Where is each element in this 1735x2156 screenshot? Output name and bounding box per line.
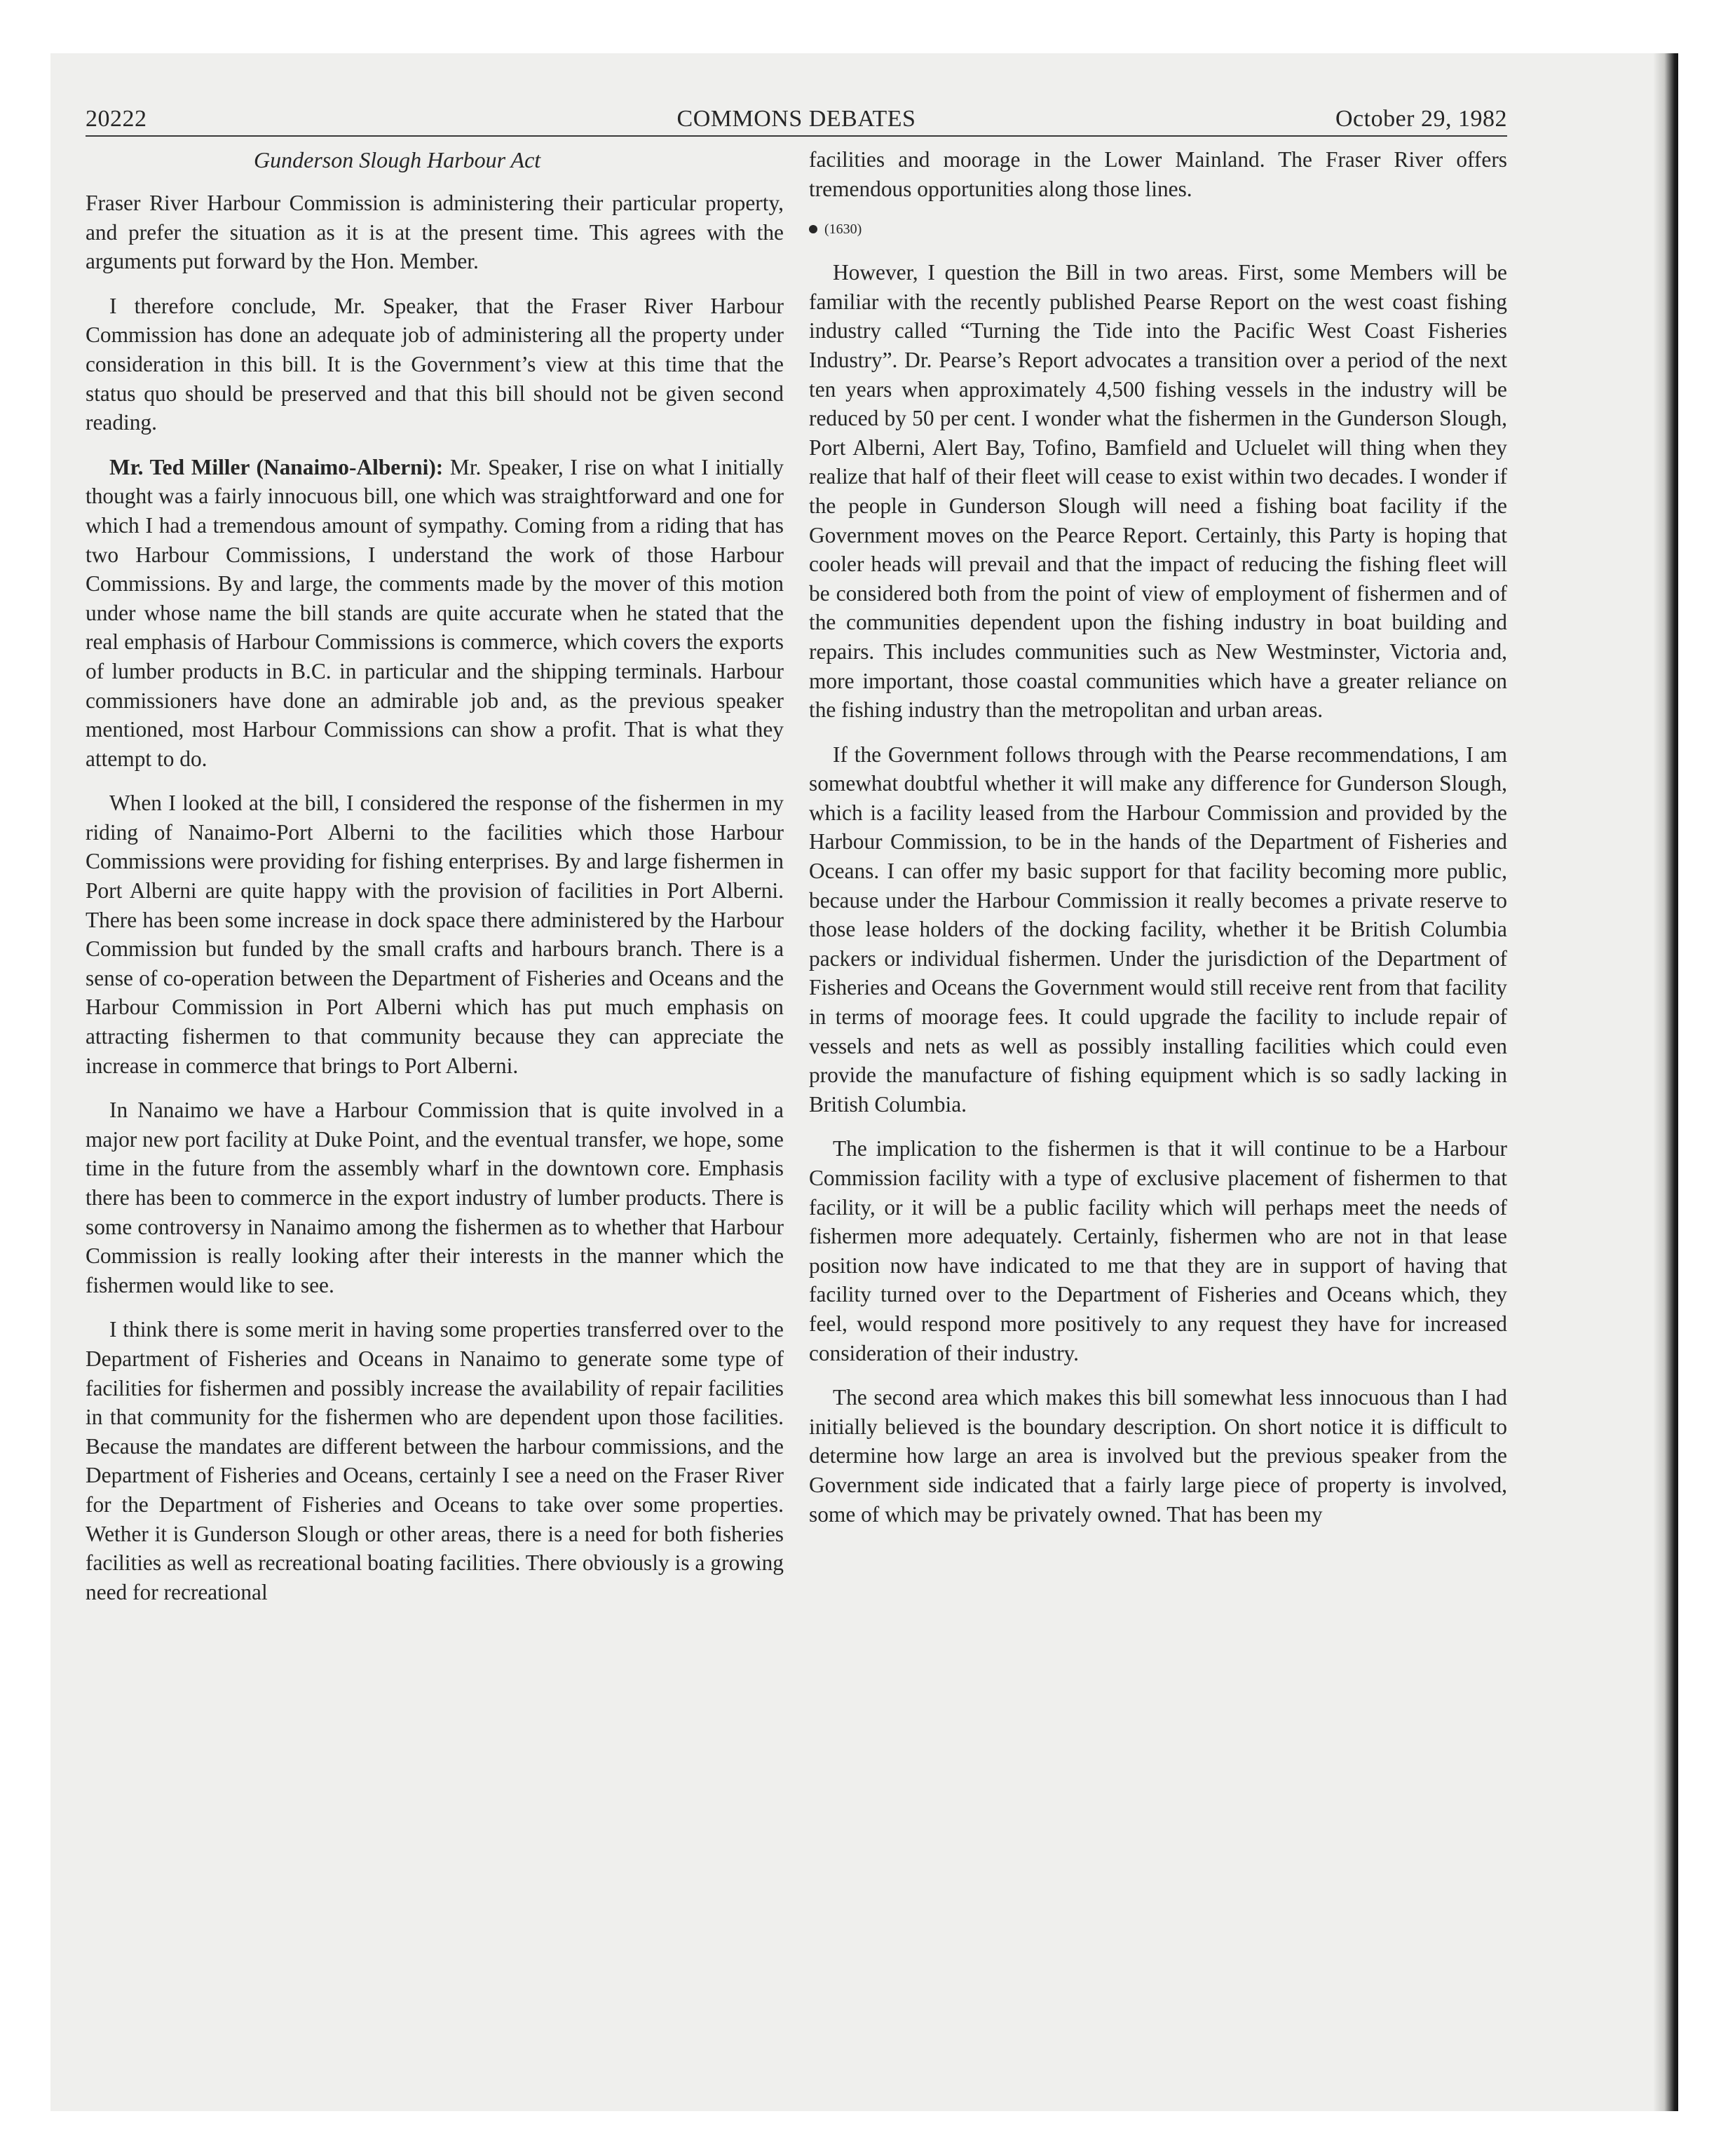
page-number: 20222 (86, 106, 147, 132)
paragraph-speech (86, 453, 784, 774)
paragraph: facilities and moorage in the Lower Mainland. The Fraser River offers tremendous opportunities along those lines. (809, 147, 1507, 201)
paragraph: The second area which makes this bill somewhat less innocuous than I had initially believed is the boundary description. On short notice it is difficult to determine how large an area is involved but the previous speaker from the Government side indicated that a fairly large piece of property is involved, some of which may be privately owned. That has been my (809, 1385, 1507, 1527)
running-header (86, 100, 1507, 137)
paragraph: When I looked at the bill, I considered the response of the fishermen in my riding of Nanaimo-Port Alberni to the facilities which those Harbour Commissions were providing for fishing enterprises. By and large fishermen in Port Alberni are quite happy with the provision of facilities in Port Alberni. There has been some increase in dock space there administered by the Harbour Commission but funded by the small crafts and harbours branch. There is a sense of co-operation between the Department of Fisheries and Oceans and the Harbour Commission in Port Alberni which has put much emphasis on attracting fishermen to that community because they can appreciate the increase in commerce that brings to Port Alberni. (86, 791, 784, 1078)
paragraph: I think there is some merit in having some properties transferred over to the Department of Fisheries and Oceans in Nanaimo to generate some type of facilities for fishermen and possibly increase the availability of repair facilities in that community for the fishermen who are dependent upon those facilities. Because the mandates are different between the harbour commissions, and the Department of Fisheries and Oceans, certainly I see a need on the Fraser River for the Department of Fisheries and Oceans to take over some properties. Wether it is Gunderson Slough or other areas, there is a need for both fisheries facilities as well as recreational boating facilities. There obviously is a growing need for recreational (86, 1317, 784, 1604)
page-edge-shadow (1653, 53, 1678, 2111)
section-title: Gunderson Slough Harbour Act (254, 147, 541, 172)
paragraph: Fraser River Harbour Commission is administering their particular property, and prefer the situation as it is at the present time. This agrees with the arguments put forward by the Hon. Member. (86, 191, 784, 274)
left-column (86, 145, 784, 1622)
time-marker-text: (1630) (824, 221, 862, 238)
paragraph: I therefore conclude, Mr. Speaker, that the Fraser River Harbour Commission has done an adequate job of administering all the property under consideration in this bill. It is the Government’s view at this time that the status quo should be preserved and that this bill should not be given second reading. (86, 293, 784, 435)
time-marker (809, 219, 1507, 240)
speaker-name: Mr. Ted Miller (Nanaimo-Alberni): (109, 454, 444, 479)
speech-text: Mr. Speaker, I rise on what I initially thought was a fairly innocuous bill, one which was straightforward and one for which I had a tremendous amount of sympathy. Coming from a riding that has two Harbour Commissions, I understand the work of those Harbour Commissions. By and large, the comments made by the mover of this motion under whose name the bill stands are quite accurate when he stated that the real emphasis of Harbour Commissions is commerce, which covers the exports of lumber products in B.C. in particular and the shipping terminals. Harbour commissioners have done an admirable job and, as the previous speaker mentioned, most Harbour Commissions can show a profit. That is what they attempt to do. (86, 454, 784, 771)
right-column (809, 145, 1507, 1544)
paragraph: In Nanaimo we have a Harbour Commission that is quite involved in a major new port facility at Duke Point, and the eventual transfer, we hope, some time in the future from the assembly wharf in the downtown core. Emphasis there has been to commerce in the export industry of lumber products. There is some controversy in Nanaimo among the fishermen as to whether that Harbour Commission is really looking after their interests in the manner which the fishermen would like to see. (86, 1098, 784, 1297)
document-page (86, 100, 1507, 1604)
publication-title: COMMONS DEBATES (676, 106, 916, 132)
bullet-icon (809, 225, 817, 233)
publication-date: October 29, 1982 (1335, 106, 1507, 132)
paragraph: However, I question the Bill in two areas. First, some Members will be familiar with the recently published Pearse Report on the west coast fishing industry called “Turning the Tide into the Pacific West Coast Fisheries Industry”. Dr. Pearse’s Report advocates a transition over a period of the next ten years when approximately 4,500 fishing vessels in the industry will be reduced by 50 per cent. I wonder what the fishermen in the Gunderson Slough, Port Alberni, Alert Bay, Tofino, Bamfield and Ucluelet will thing when they realize that half of their fleet will cease to exist within two decades. I wonder if the people in Gunderson Slough will need a fishing boat facility if the Government moves on the Pearce Report. Certainly, this Party is hoping that cooler heads will prevail and that the impact of reducing the fishing fleet will be considered both from the point of view of employment of fishermen and of the communities dependent upon the fishing industry in boat building and repairs. This includes communities such as New Westminster, Victoria and, more important, those coastal communities which have a greater reliance on the fishing industry than the metropolitan and urban areas. (809, 260, 1507, 723)
paragraph: The implication to the fishermen is that it will continue to be a Harbour Commission facility with a type of exclusive placement of fishermen to that facility, or it will be a public facility which will perhaps meet the needs of fishermen more adequately. Certainly, fishermen who are not in that lease position now have indicated to me that they are in support of having that facility turned over to the Department of Fisheries and Oceans which, they feel, would respond more positively to any request they have for increased consideration of their industry. (809, 1136, 1507, 1365)
paragraph: If the Government follows through with the Pearse recommendations, I am somewhat doubtful whether it will make any difference for Gunderson Slough, which is a facility leased from the Harbour Commission and provided by the Harbour Commission, to be in the hands of the Department of Fisheries and Oceans. I can offer my basic support for that facility becoming more public, because under the Harbour Commission it really becomes a private reserve to those lease holders of the docking facility, whether it be British Columbia packers or individual fishermen. Under the jurisdiction of the Department of Fisheries and Oceans the Government would still receive rent from that facility in terms of moorage fees. It could upgrade the facility to include repair of vessels and nets as well as possibly installing facilities which could even provide the manufacture of fishing equipment which is so sadly lacking in British Columbia. (809, 742, 1507, 1117)
